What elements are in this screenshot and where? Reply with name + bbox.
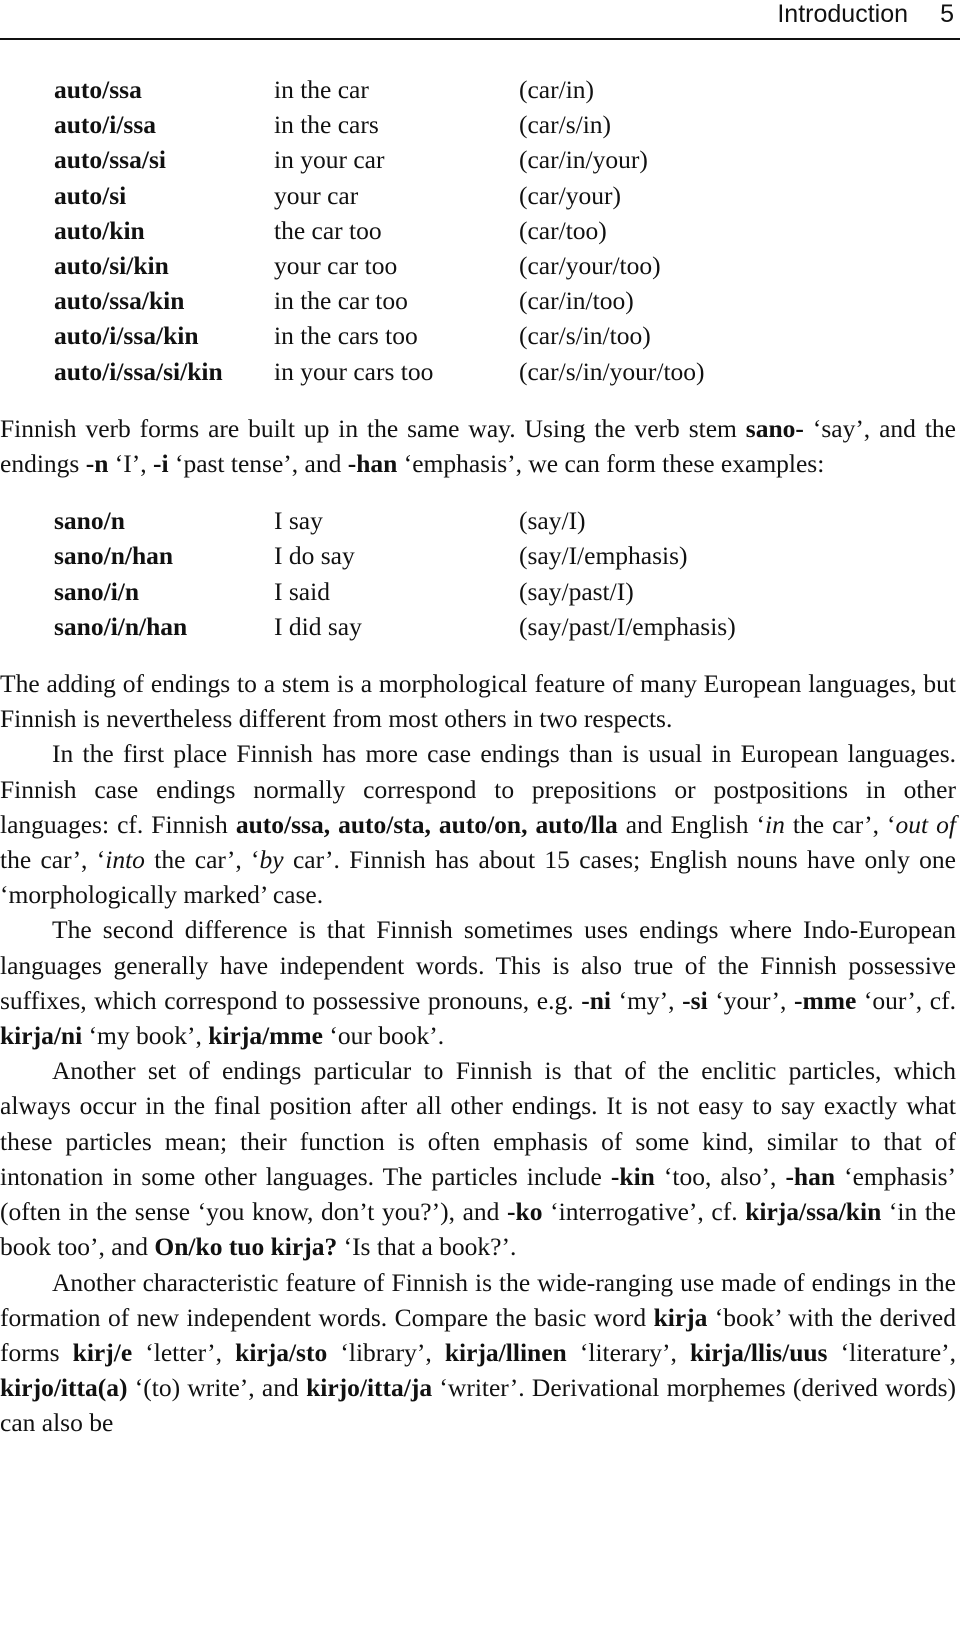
finnish-term: -han	[785, 1161, 836, 1191]
finnish-term: -kin	[610, 1161, 655, 1191]
text-run: ‘my book’,	[82, 1021, 209, 1051]
table-row	[54, 72, 705, 107]
text-run: Finnish verb forms are built up in the same way. Using the verb stem	[0, 413, 746, 443]
finnish-term: kirjo/itta(a)	[0, 1373, 128, 1403]
table-row	[54, 142, 705, 177]
finnish-term: -si	[682, 985, 708, 1015]
english-gloss: I said	[274, 576, 330, 606]
finnish-term: kirja/llis/uus	[690, 1337, 828, 1367]
english-gloss: your car too	[274, 251, 398, 281]
text-run: ‘book’ with the derived forms	[0, 1302, 956, 1367]
morpheme-gloss: (car/in)	[519, 75, 595, 104]
paragraph-case-endings	[0, 736, 956, 912]
text-run: ‘our’, cf.	[856, 985, 956, 1015]
english-gloss: in the car	[274, 75, 369, 104]
morpheme-gloss: (car/s/in/your/too)	[519, 356, 705, 386]
paragraph-enclitic-particles	[0, 1053, 956, 1264]
text-run: The second difference is that Finnish sometimes uses endings where Indo-European languages generally have independent words. This is also true of the Finnish possessive suffixes, which correspond to possessive pronouns, e.g.	[0, 915, 956, 1015]
text-run: the car’, ‘	[784, 809, 896, 839]
text-run: the car’, ‘	[144, 845, 260, 875]
morpheme-gloss: (say/past/I)	[519, 576, 634, 606]
table-row	[54, 178, 705, 213]
english-gloss: the car too	[274, 215, 382, 245]
text-run: In the first place Finnish has more case endings than is usual in European languages. Finnish case endings normally correspond to prepositions or postpositions in other languages: cf. Finnish	[0, 739, 956, 839]
finnish-form: auto/ssa/kin	[54, 286, 185, 316]
text-run: Another set of endings particular to Finnish is that of the enclitic particles, which always occur in the final position after all other endings. It is not easy to say exactly what these particles mean; their function is often emphasis of some kind, similar to that of intonation in some other languages. The particles include	[0, 1056, 956, 1191]
text-run: ‘past tense’, and	[168, 449, 348, 479]
text-run: and English ‘	[617, 809, 766, 839]
finnish-term: kirja/ni	[0, 1021, 83, 1051]
finnish-term: -ni	[581, 985, 611, 1015]
table-row	[54, 609, 736, 644]
paragraph-possessive-suffixes	[0, 912, 956, 1053]
morpheme-gloss: (say/I)	[519, 506, 586, 536]
morpheme-gloss: (car/your/too)	[519, 251, 661, 281]
finnish-term: On/ko tuo kirja?	[154, 1232, 338, 1262]
text-run: ‘in the book too’, and	[0, 1197, 956, 1262]
finnish-term: kirja/sto	[235, 1337, 328, 1367]
running-header	[0, 0, 960, 40]
morpheme-gloss: (car/s/in)	[519, 110, 612, 140]
text-run: ‘literary’,	[566, 1337, 691, 1367]
finnish-form: auto/i/ssa	[54, 110, 157, 140]
text-run: ‘I’,	[108, 449, 153, 479]
text-run: The adding of endings to a stem is a morphological feature of many European languages, but Finnish is nevertheless different from most others in two respects.	[0, 669, 956, 734]
text-run: ‘interrogative’, cf.	[542, 1197, 746, 1227]
finnish-form: sano/i/n	[54, 576, 140, 606]
finnish-term: -ko	[507, 1197, 543, 1227]
english-gloss: in your car	[274, 145, 385, 175]
english-gloss: I do say	[274, 541, 355, 571]
paragraph-endings-intro	[0, 666, 956, 736]
finnish-form: auto/ssa/si	[54, 145, 166, 175]
body-text	[0, 72, 956, 1441]
text-run: ‘library’,	[327, 1337, 445, 1367]
finnish-term: kirjo/itta/ja	[306, 1373, 433, 1403]
text-run: ‘our book’.	[322, 1021, 445, 1051]
morpheme-gloss: (car/in/too)	[519, 286, 634, 316]
emphasis-text: into	[105, 845, 145, 875]
text-run: Another characteristic feature of Finnish is the wide-ranging use made of endings in the formation of new independent words. Compare the basic word	[0, 1267, 956, 1332]
text-run: ‘Is that a book?’.	[337, 1232, 517, 1262]
finnish-term: kirja/ssa/kin	[745, 1197, 882, 1227]
page-number: 5	[940, 0, 954, 28]
finnish-term: -han	[347, 449, 398, 479]
finnish-form: auto/si/kin	[54, 251, 169, 281]
morpheme-gloss: (car/your)	[519, 180, 621, 210]
table-row	[54, 213, 705, 248]
example-table-noun-forms	[54, 72, 705, 389]
text-run: ‘say’, and the endings	[0, 413, 957, 479]
text-run: ‘emphasis’ (often in the sense ‘you know, don’t you?’), and	[0, 1161, 956, 1227]
emphasis-text: out of	[895, 809, 956, 839]
finnish-form: auto/i/ssa/kin	[54, 321, 199, 351]
finnish-form: auto/ssa	[54, 75, 142, 104]
english-gloss: in the cars too	[274, 321, 418, 351]
morpheme-gloss: (car/s/in/too)	[519, 321, 651, 351]
table-row	[54, 248, 705, 283]
finnish-form: auto/i/ssa/si/kin	[54, 356, 223, 386]
paragraph-derivation	[0, 1265, 956, 1441]
paragraph-verb-forms	[0, 411, 956, 481]
finnish-form: sano/i/n/han	[54, 611, 188, 641]
morpheme-gloss: (say/past/I/emphasis)	[519, 611, 736, 641]
text-run: ‘emphasis’, we can form these examples:	[397, 449, 825, 479]
emphasis-text: by	[259, 845, 284, 875]
table-row	[54, 538, 736, 573]
english-gloss: I did say	[274, 611, 362, 641]
english-gloss: in the car too	[274, 286, 408, 316]
morpheme-gloss: (say/I/emphasis)	[519, 541, 688, 571]
finnish-term: kirja/llinen	[444, 1337, 567, 1367]
finnish-form: auto/si	[54, 180, 127, 210]
morpheme-gloss: (car/in/your)	[519, 145, 648, 175]
finnish-term: kirja	[653, 1302, 708, 1332]
example-table-verb-forms	[54, 503, 736, 644]
table-row	[54, 283, 705, 318]
finnish-term: kirj/e	[72, 1337, 133, 1367]
table-row	[54, 318, 705, 353]
finnish-term: kirja/mme	[208, 1021, 323, 1051]
finnish-term: sano-	[745, 413, 804, 443]
finnish-form: sano/n	[54, 506, 125, 536]
text-run: car’. Finnish has about 15 cases; English nouns have only one ‘morphologically marked’ case.	[0, 845, 956, 910]
table-row	[54, 354, 705, 389]
running-title: Introduction	[777, 0, 908, 28]
finnish-term: -i	[153, 449, 169, 479]
text-run: ‘your’,	[707, 985, 794, 1015]
finnish-form: auto/kin	[54, 215, 145, 245]
finnish-term: -n	[85, 449, 109, 479]
text-run: the car’, ‘	[0, 845, 106, 875]
finnish-form: sano/n/han	[54, 541, 174, 571]
text-run: ‘too, also’,	[654, 1161, 786, 1191]
finnish-term: auto/ssa, auto/sta, auto/on, auto/lla	[235, 809, 618, 839]
table-row	[54, 107, 705, 142]
text-run: ‘literature’,	[827, 1337, 957, 1367]
table-row	[54, 574, 736, 609]
english-gloss: in your cars too	[274, 356, 434, 386]
text-run: ‘letter’,	[132, 1337, 236, 1367]
text-run: ‘writer’. Derivational morphemes (derived words) can also be	[0, 1373, 957, 1438]
emphasis-text: in	[765, 809, 785, 839]
finnish-term: -mme	[793, 985, 857, 1015]
table-row	[54, 503, 736, 538]
english-gloss: I say	[274, 506, 323, 536]
english-gloss: your car	[274, 180, 359, 210]
english-gloss: in the cars	[274, 110, 379, 140]
morpheme-gloss: (car/too)	[519, 215, 607, 245]
text-run: ‘my’,	[610, 985, 683, 1015]
text-run: ‘(to) write’, and	[127, 1373, 307, 1403]
